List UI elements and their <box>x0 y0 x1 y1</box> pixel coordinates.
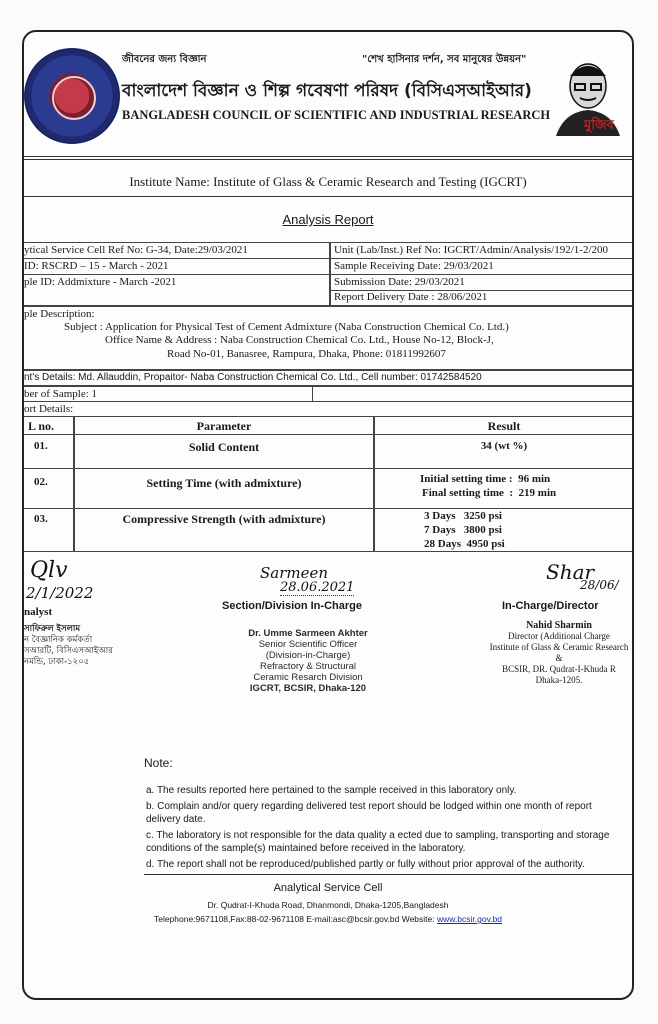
receiving-date: Sample Receiving Date: 29/03/2021 <box>334 260 494 272</box>
incharge-stamp: Dr. Umme Sarmeen Akhter Senior Scientific Officer (Division-in-Charge) Refractory & Structural Ceramic Resarch Division IGCRT, BCSIR, Dhaka-120 <box>248 628 368 694</box>
footer-address: Dr. Qudrat-I-Khuda Road, Dhanmondi, Dhaka-1205,Bangladesh <box>207 900 449 910</box>
footer-contact: Telephone:9671108,Fax:88-02-9671108 E-mail:asc@bcsir.gov.bd Website: www.bcsir.gov.bd <box>153 914 503 924</box>
row-3-parameter: Compressive Strength (with admixture) <box>122 512 326 526</box>
director-role: In-Charge/Director <box>502 600 599 612</box>
org-name-english: BANGLADESH COUNCIL OF SCIENTIFIC AND INDUSTRIAL RESEARCH <box>122 108 551 122</box>
row-2-parameter: Setting Time (with admixture) <box>146 476 302 490</box>
number-of-samples: ber of Sample: 1 <box>24 388 98 400</box>
col-header-parameter: Parameter <box>196 419 252 433</box>
description-label: ple Description: <box>24 308 95 320</box>
note-a: a. The results reported here pertained to the sample received in this laboratory only. <box>146 785 517 796</box>
row-1-no: 01. <box>34 440 48 452</box>
col-header-no: L no. <box>28 419 55 433</box>
office-line-2: Road No-01, Banasree, Rampura, Dhaka, Phone: 01811992607 <box>167 348 446 360</box>
tagline-right: "শেখ হাসিনার দর্শন, সব মানুষের উন্নয়ন" <box>362 54 527 65</box>
director-stamp: Nahid Sharmin Director (Additional Charge Institute of Glass & Ceramic Research & BCSIR, DR. Qudrat-I-Khuda R Dhaka-1205. <box>489 620 629 685</box>
sample-id: ple ID: Addmixture - March -2021 <box>24 276 177 288</box>
section-incharge-role: Section/Division In-Charge <box>222 600 362 612</box>
delivery-date: Report Delivery Date : 28/06/2021 <box>334 291 488 303</box>
bcsir-seal-icon <box>24 48 120 144</box>
row-1-parameter: Solid Content <box>188 440 260 454</box>
row-3-result-7days: 7 Days 3800 psi <box>424 524 502 536</box>
row-2-no: 02. <box>34 476 48 488</box>
tagline-left: জীবনের জন্য বিজ্ঞান <box>122 54 207 65</box>
notes-list <box>146 784 626 874</box>
unit-ref: Unit (Lab/Inst.) Ref No: IGCRT/Admin/Analysis/192/1-2/200 <box>334 244 609 256</box>
analyst-stamp: সাফিরুল ইসলাম ন বৈজ্ঞানিক কর্মকর্তা সআরটি, বিসিএসআইআর নমন্ডি, ঢাকা-১২০৫ <box>24 624 113 667</box>
office-line-1: Office Name & Address : Naba Construction Chemical Co. Ltd., House No-12, Block-J, <box>105 334 494 346</box>
portrait-caption: মুজিব <box>584 118 614 133</box>
analyst-role: nalyst <box>24 606 53 618</box>
institute-name: Institute Name: Institute of Glass & Ceramic Research and Testing (IGCRT) <box>129 174 527 189</box>
footer-title: Analytical Service Cell <box>273 882 383 894</box>
row-3-result-28days: 28 Days 4950 psi <box>424 538 505 550</box>
footer-divider <box>144 874 632 875</box>
report-title: Analysis Report <box>282 212 374 227</box>
header-divider <box>24 156 632 157</box>
row-3-no: 03. <box>34 513 48 525</box>
org-name-bengali: বাংলাদেশ বিজ্ঞান ও শিল্প গবেষণা পরিষদ (বিসিএসআইআর) <box>122 81 532 101</box>
sample-code: ID: RSCRD – 15 - March - 2021 <box>24 260 169 272</box>
service-ref: ytical Service Cell Ref No: G-34, Date:29/03/2021 <box>24 244 248 256</box>
row-2-result-final: Final setting time : 219 min <box>422 487 557 499</box>
notes-title: Note: <box>144 756 173 770</box>
incharge-signature: Sarmeen <box>260 564 329 582</box>
client-details: nt's Details: Md. Allauddin, Propaitor- Naba Construction Chemical Co. Ltd., Cell number: 01742584520 <box>24 372 482 383</box>
incharge-sign-date: 28.06.2021 <box>280 580 355 595</box>
submission-date: Submission Date: 29/03/2021 <box>334 276 465 288</box>
row-1-result: 34 (wt %) <box>480 440 528 452</box>
report-page <box>22 30 634 1000</box>
website-link[interactable]: www.bcsir.gov.bd <box>436 914 503 924</box>
analyst-signature: Qlv <box>30 558 68 583</box>
subject-line: Subject : Application for Physical Test of Cement Admixture (Naba Construction Chemical Co. Ltd.) <box>64 321 509 333</box>
analyst-sign-date: 2/1/2022 <box>26 584 94 602</box>
col-header-result: Result <box>487 419 521 433</box>
director-sign-date: 28/06/ <box>580 578 619 592</box>
row-2-result-initial: Initial setting time : 96 min <box>420 473 551 485</box>
note-c: c. The laboratory is not responsible for the data quality a ected due to sampling, transporting and storage conditions of the sample(s) maintained before received in the laboratory. <box>146 830 610 854</box>
note-b: b. Complain and/or query regarding delivered test report should be lodged within one month of report delivery date. <box>146 801 592 825</box>
note-d: d. The report shall not be reproduced/published partly or fully without prior approval of the authority. <box>146 859 585 870</box>
director-signature: Shar <box>546 560 595 584</box>
report-details-label: ort Details: <box>24 403 74 415</box>
row-3-result-3days: 3 Days 3250 psi <box>424 510 502 522</box>
